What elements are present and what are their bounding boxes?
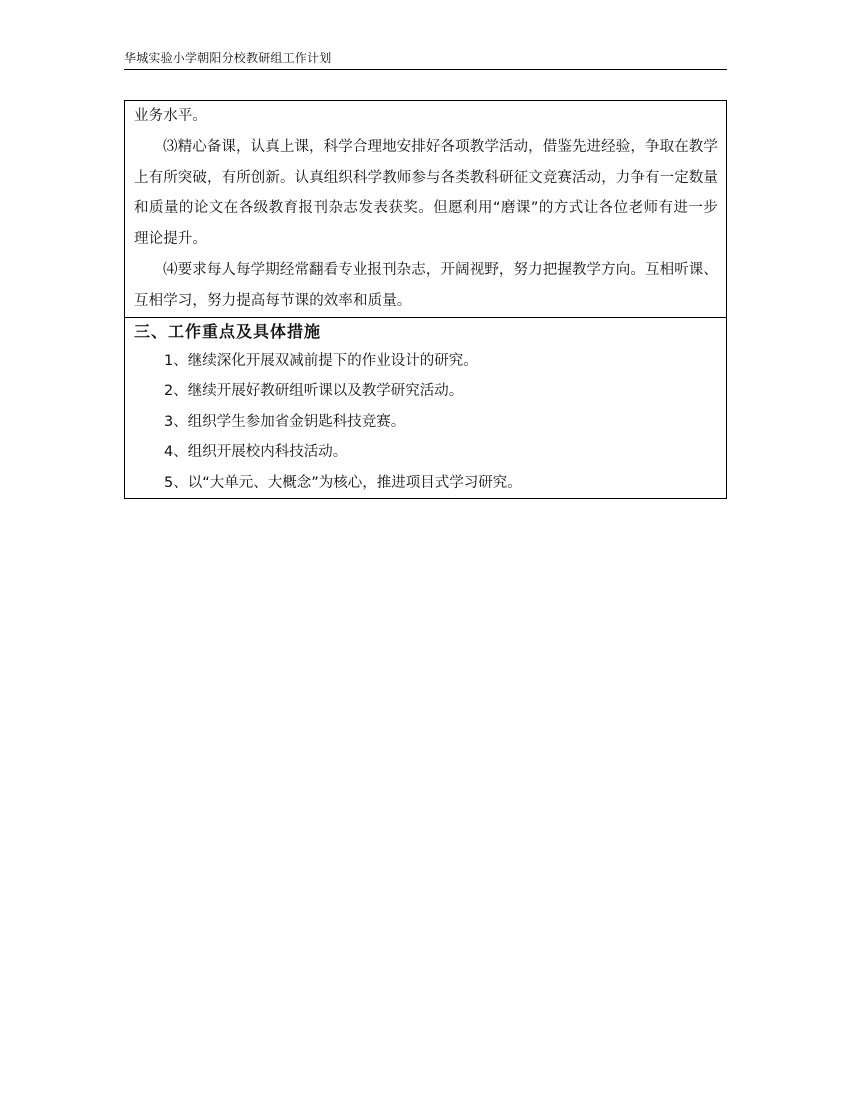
section-heading: 三、工作重点及具体措施 [134, 321, 322, 341]
paragraph-continued: 业务水平。 [134, 108, 207, 124]
list-item: 3、组织学生参加省金钥匙科技竞赛。 [164, 413, 406, 430]
list-item: 5、以“大单元、大概念”为核心，推进项目式学习研究。 [164, 474, 522, 491]
list-item: 2、继续开展好教研组听课以及教学研究活动。 [164, 383, 464, 400]
document-title: 华城实验小学朝阳分校教研组工作计划 [124, 51, 332, 65]
measures-list [134, 346, 718, 499]
list-item: 1、继续深化开展双减前提下的作业设计的研究。 [164, 352, 478, 369]
page-header [124, 49, 727, 70]
paragraph-item-3: ⑶精心备课，认真上课，科学合理地安排好各项教学活动，借鉴先进经验，争取在教学上有所突破，有所创新。认真组织科学教师参与各类教科研征文竞赛活动，力争有一定数量和质量的论文在各级教育报刊杂志发表获奖。但愿利用“磨课”的方式让各位老师有进一步理论提升。 [134, 138, 718, 248]
list-item: 4、组织开展校内科技活动。 [164, 444, 348, 461]
plan-table [124, 100, 727, 499]
paragraph-item-4: ⑷要求每人每学期经常翻看专业报刊杂志，开阔视野，努力把握教学方向。互相听课、互相学习，努力提高每节课的效率和质量。 [134, 261, 718, 309]
table-cell-continued-text [125, 101, 726, 317]
table-cell-work-focus [125, 317, 726, 499]
